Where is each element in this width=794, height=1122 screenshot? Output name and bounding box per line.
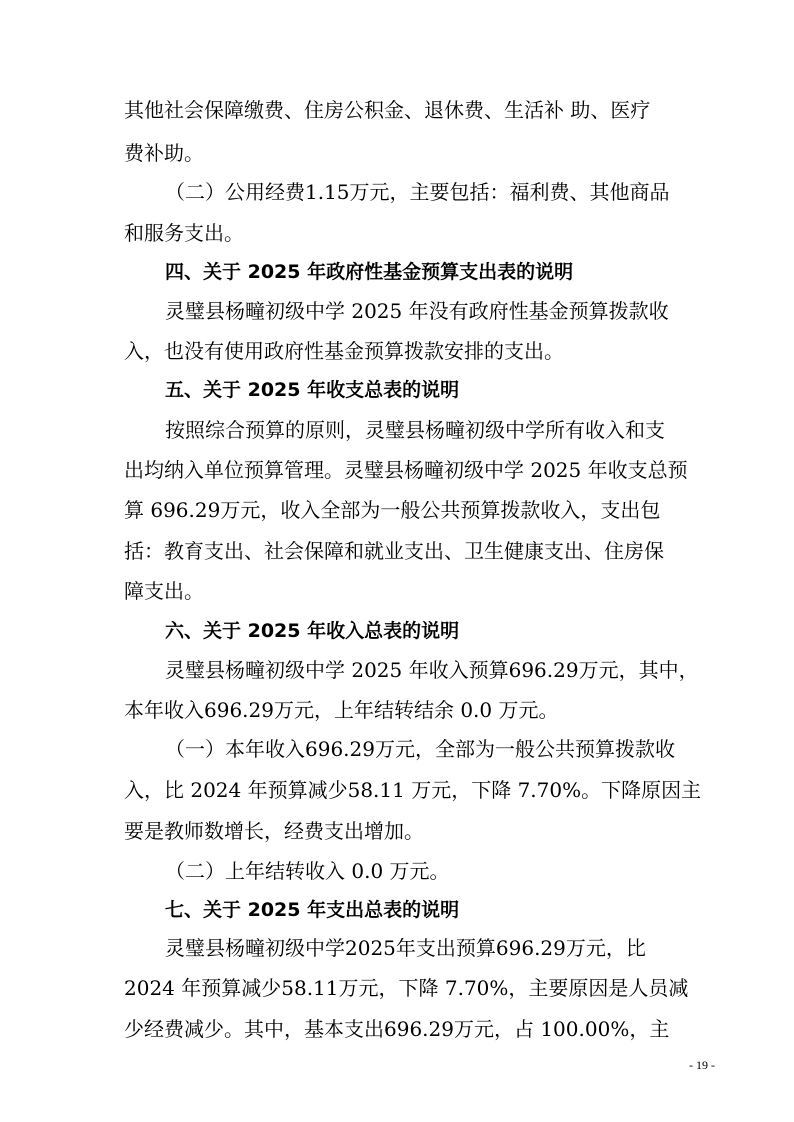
- paragraph-line: 括：教育支出、社会保障和就业支出、卫生健康支出、住房保: [124, 539, 664, 563]
- paragraph-line: 灵璧县杨疃初级中学 2025 年没有政府性基金预算拨款收: [165, 299, 669, 323]
- paragraph-line: 障支出。: [124, 579, 204, 603]
- page-number: - 19 -: [689, 1058, 715, 1072]
- paragraph-line: 灵璧县杨疃初级中学 2025 年收入预算696.29万元，其中，: [165, 658, 699, 682]
- paragraph-line: （一）本年收入696.29万元，全部为一般公共预算拨款收: [165, 737, 675, 761]
- paragraph-line: 费补助。: [124, 141, 204, 165]
- paragraph-line: 入，比 2024 年预算减少58.11 万元，下降 7.70%。下降原因主: [124, 778, 702, 802]
- paragraph-line: 出均纳入单位预算管理。灵璧县杨疃初级中学 2025 年收支总预: [124, 458, 688, 482]
- section-heading: 七、关于 2025 年支出总表的说明: [165, 899, 460, 921]
- paragraph-line: （二）公用经费1.15万元，主要包括：福利费、其他商品: [165, 180, 670, 204]
- paragraph-line: 灵璧县杨疃初级中学2025年支出预算696.29万元，比: [165, 936, 646, 960]
- paragraph-line: （二）上年结转收入 0.0 万元。: [165, 859, 450, 883]
- paragraph-line: 其他社会保障缴费、住房公积金、退休费、生活补 助、医疗: [124, 98, 651, 122]
- section-heading: 五、关于 2025 年收支总表的说明: [165, 379, 460, 401]
- paragraph-line: 算 696.29万元，收入全部为一般公共预算拨款收入，支出包: [124, 498, 661, 522]
- paragraph-line: 本年收入696.29万元，上年结转结余 0.0 万元。: [124, 698, 559, 722]
- paragraph-line: 按照综合预算的原则，灵璧县杨疃初级中学所有收入和支: [165, 418, 665, 442]
- paragraph-line: 和服务支出。: [124, 221, 244, 245]
- section-heading: 六、关于 2025 年收入总表的说明: [165, 620, 460, 642]
- paragraph-line: 入，也没有使用政府性基金预算拨款安排的支出。: [124, 339, 564, 363]
- paragraph-line: 少经费减少。其中，基本支出696.29万元，占 100.00%，主: [124, 1017, 670, 1041]
- paragraph-line: 要是教师数增长，经费支出增加。: [124, 819, 424, 843]
- paragraph-line: 2024 年预算减少58.11万元，下降 7.70%，主要原因是人员减: [124, 976, 689, 1000]
- section-heading: 四、关于 2025 年政府性基金预算支出表的说明: [165, 261, 574, 283]
